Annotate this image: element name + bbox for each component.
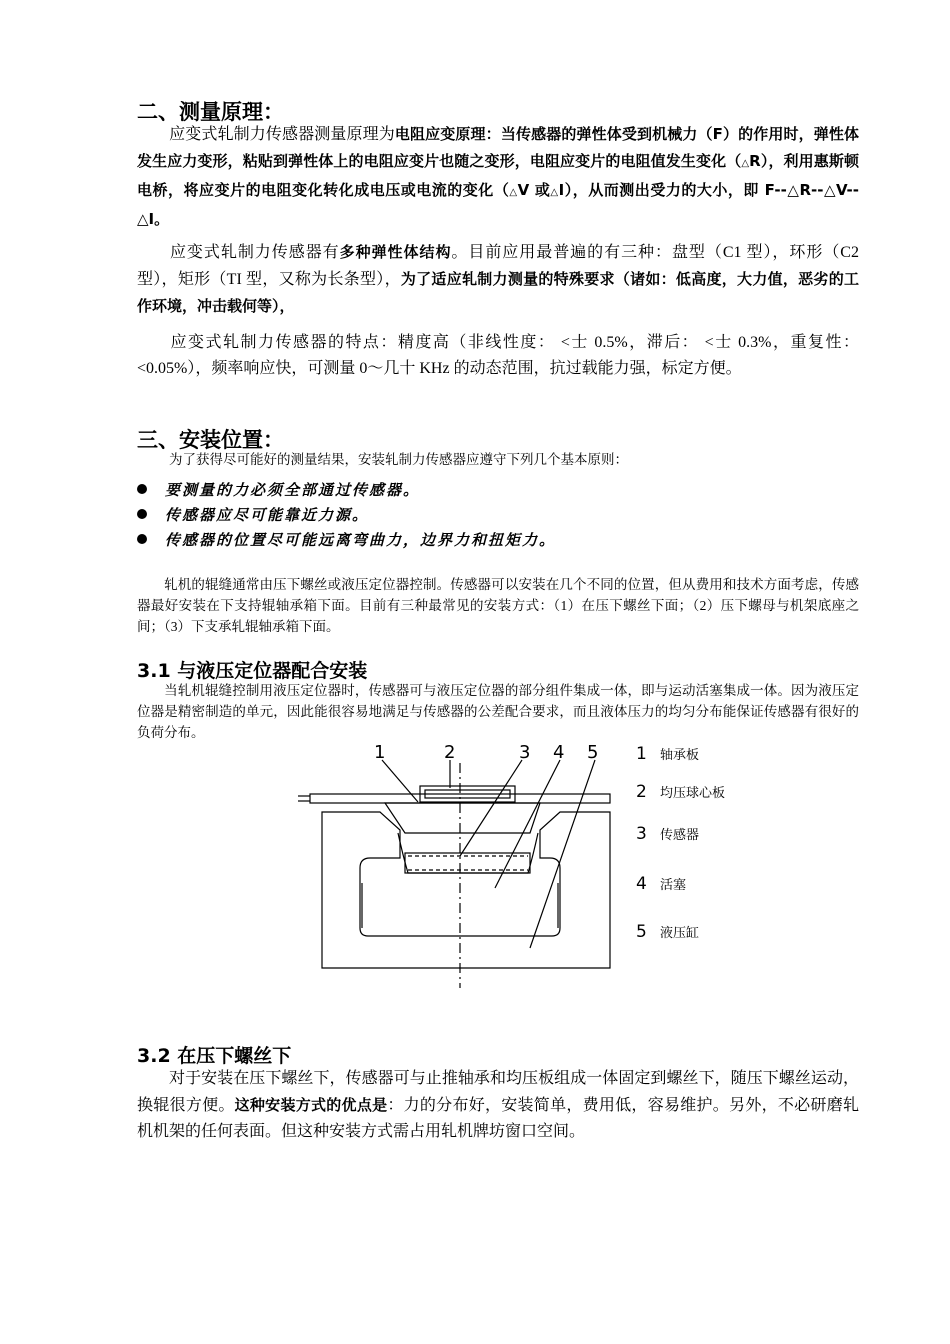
installation-text: 轧机的辊缝通常由压下螺丝或液压定位器控制。传感器可以安装在几个不同的位置，但从费用和技术方面考虑，传感器最好安装在下支持辊轴承箱下面。目前有三种最常见的安装方式：（1）在压下螺丝下面；（2）压下螺母与机架底座之间；（3）下支承轧辊轴承箱下面。 bbox=[137, 577, 859, 634]
section-2-heading: 二、测量原理： bbox=[137, 100, 284, 124]
section-3-1-heading: 3.1 与液压定位器配合安装 bbox=[137, 660, 368, 682]
bullet-icon bbox=[137, 534, 147, 544]
legend-item: 4 活塞 bbox=[636, 874, 687, 894]
delta-symbol: △ bbox=[509, 187, 518, 198]
section-3-2-text-b: 这种安装方式的优点是 bbox=[234, 1096, 388, 1114]
section-3-intro-text: 为了获得尽可能好的测量结果，安装轧制力传感器应遵守下列几个基本原则： bbox=[169, 452, 628, 467]
section-3-heading: 三、安装位置： bbox=[137, 428, 284, 452]
section-3-2-paragraph bbox=[137, 1066, 859, 1145]
bullet-icon bbox=[137, 484, 147, 494]
section-3-1-paragraph bbox=[137, 680, 859, 743]
callout-5: 5 bbox=[587, 742, 599, 763]
legend-item: 1 轴承板 bbox=[636, 744, 700, 764]
p1-text-d: V 或 bbox=[517, 181, 551, 199]
bullet-icon bbox=[137, 509, 147, 519]
section-2-paragraph-1 bbox=[137, 121, 859, 233]
hydraulic-cylinder-outline bbox=[322, 812, 610, 968]
callout-4: 4 bbox=[553, 742, 565, 763]
principles-list bbox=[137, 478, 556, 553]
figure-legend bbox=[636, 744, 725, 952]
section-3-2-text-c: ：力的分布好，安装简单，费用低，容易维护。另外，不必研磨轧机机架的任何表面。但这种安装方式需占用轧机牌坊窗口空间。 bbox=[137, 1097, 859, 1140]
p2-text-d: 为了适应轧制力测量的特殊要求（诸如：低高度，大力值，恶劣的工作环境，冲击载何等）， bbox=[137, 270, 859, 315]
section-3-1-text: 当轧机辊缝控制用液压定位器时，传感器可与液压定位器的部分组件集成一体，即与运动活塞集成一体。因为液压定位器是精密制造的单元，因此能很容易地满足与传感器的公差配合要求，而且液体压力的均匀分布能保证传感器有很好的负荷分布。 bbox=[137, 683, 859, 740]
list-item: 传感器应尽可能靠近力源。 bbox=[137, 503, 556, 528]
delta-symbol: △ bbox=[550, 187, 559, 198]
p2-text-a: 应变式轧制力传感器有 bbox=[169, 244, 340, 261]
p1-text-b: 电阻应变原理：当传感器的弹性体受到机械力（F）的作用时，弹性体发生应力变形，粘贴到弹性体上的电阻应变片也随之变形，电阻应变片的电阻值发生变化（ bbox=[137, 125, 859, 170]
p2-text-b: 多种弹性体结构 bbox=[339, 243, 452, 261]
p1-text-e: I），从而测出受力的大小，即 F--△R--△V--△I。 bbox=[137, 181, 859, 228]
section-2-paragraph-3 bbox=[137, 330, 859, 382]
p3-text: 应变式轧制力传感器的特点：精度高（非线性度： <士 0.5%，滞后： <士 0.3%，重复性： <0.05%），频率响应快，可测量 0～几十 KHz 的动态范围，抗过载能力强，标定方便。 bbox=[137, 334, 859, 377]
spherical-plate bbox=[385, 803, 540, 833]
legend-item: 5 液压缸 bbox=[636, 922, 700, 942]
section-3-intro bbox=[137, 449, 859, 470]
list-item: 传感器的位置尽可能远离弯曲力，边界力和扭矩力。 bbox=[137, 528, 556, 553]
delta-symbol: △ bbox=[741, 158, 750, 169]
section-3-2-text-a: 对于安装在压下螺丝下，传感器可与止推轴承和均压板组成一体固定到螺丝下，随压下螺丝运动，换辊很方便。 bbox=[137, 1070, 859, 1114]
p2-text-c: 。目前应用最普遍的有三种：盘型（C1 型），环形（C2 型），矩形（TI 型，又称为长条型）， bbox=[137, 244, 859, 288]
callout-1: 1 bbox=[374, 742, 386, 763]
section-3-2-heading: 3.2 在压下螺丝下 bbox=[137, 1045, 292, 1067]
legend-item: 2 均压球心板 bbox=[636, 782, 726, 802]
list-item: 要测量的力必须全部通过传感器。 bbox=[137, 478, 556, 503]
callout-3: 3 bbox=[519, 742, 531, 763]
p1-text-c: R），利用惠斯顿电桥，将应变片的电阻变化转化成电压或电流的变化（ bbox=[137, 152, 859, 199]
p1-text-a: 应变式轧制力传感器测量原理为 bbox=[169, 126, 395, 143]
installation-paragraph bbox=[137, 574, 859, 637]
section-2-paragraph-2 bbox=[137, 239, 859, 320]
legend-item: 3 传感器 bbox=[636, 824, 700, 844]
callout-2: 2 bbox=[444, 742, 456, 763]
